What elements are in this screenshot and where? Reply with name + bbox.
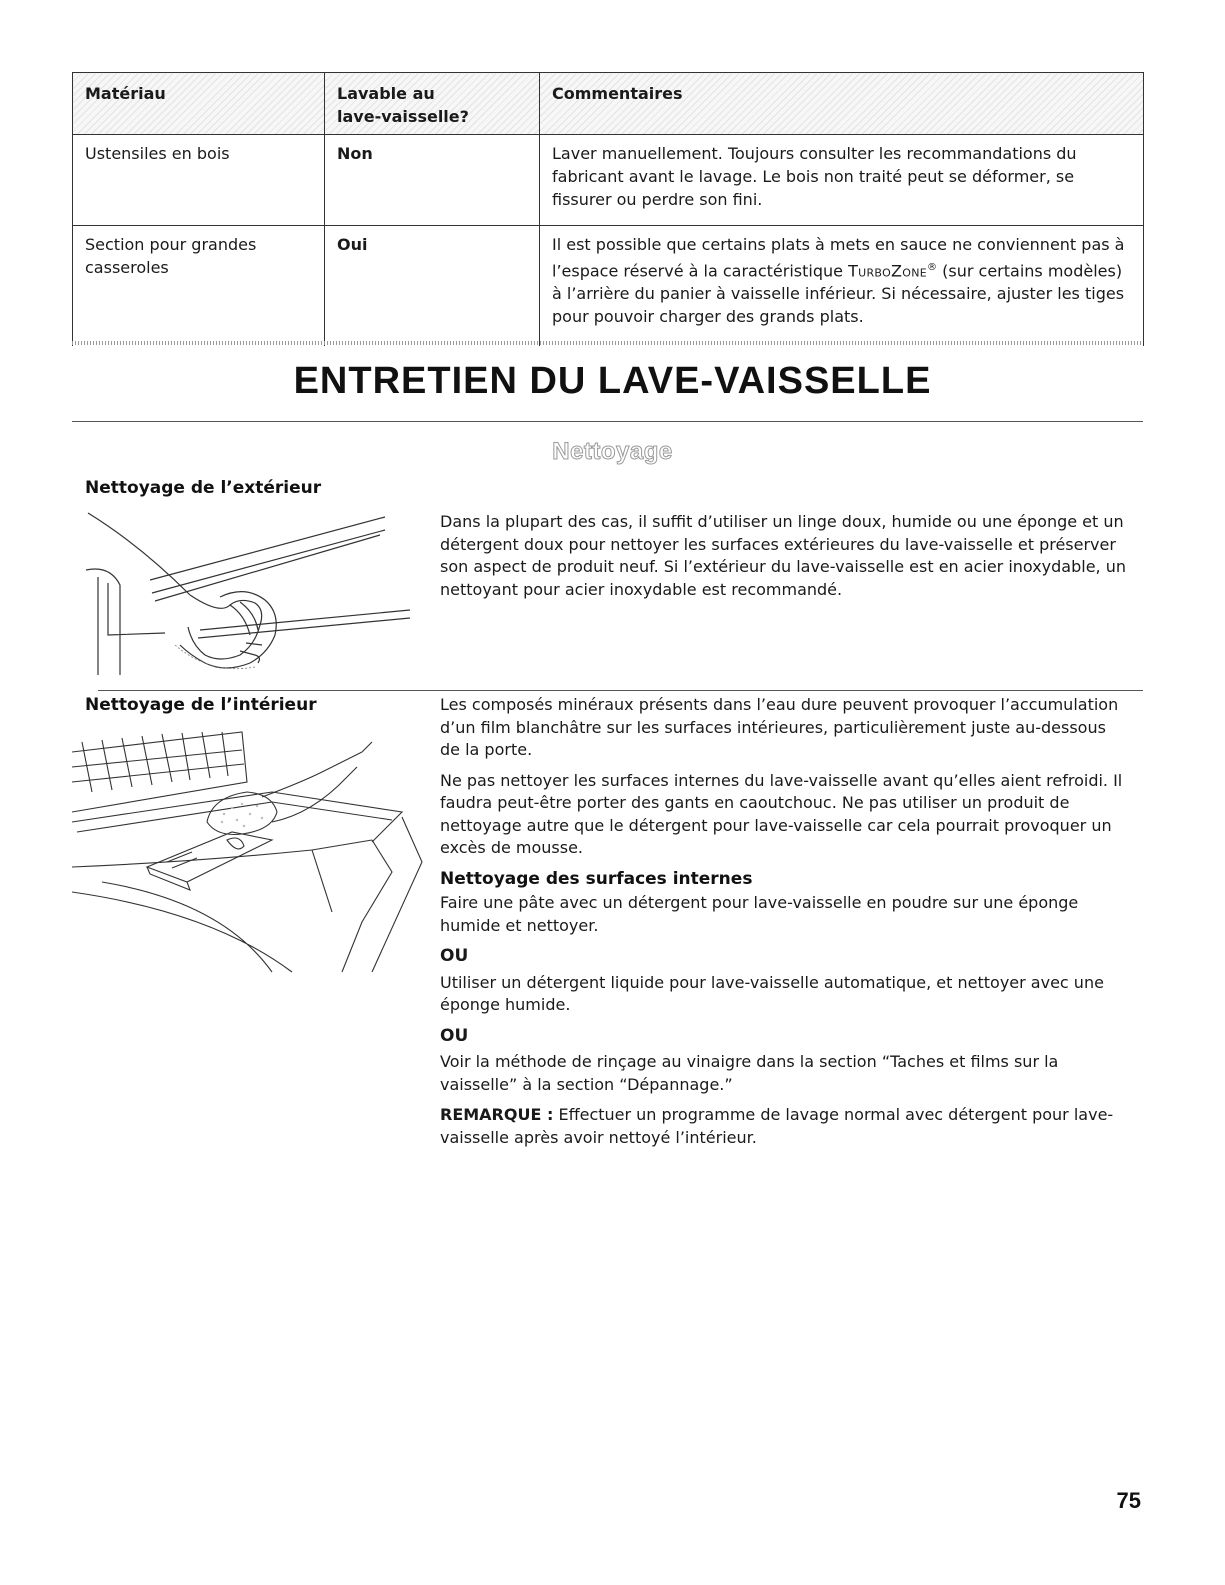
table-row [73,135,1144,226]
interior-paragraph-2: Ne pas nettoyer les surfaces internes du lave-vaisselle avant qu’elles aient refroidi. Il faudra peut-être porter des gants en caoutchouc. Ne pas utiliser un produit de nettoyage autre que le détergent pour lave-vaisselle car cela pourrait provoquer un excès de mousse. [440,770,1123,857]
cell-comments: Laver manuellement. Toujours consulter les recommandations du fabricant avant le lavage. Le bois non traité peut se déformer, se fissurer ou perdre son fini. [540,135,1144,226]
page-title: ENTRETIEN DU LAVE-VAISSELLE [293,360,932,402]
comments-text-start: Il est possible que certains plats à mets en sauce ne conviennent pas à l’espace réservé à la caractéristique [552,235,1125,281]
cell-material: Section pour grandes casseroles [73,226,325,347]
header-comments: Commentaires [540,73,1144,135]
title-rule [72,421,1143,422]
interior-rule [98,690,1143,691]
page-number: 75 [1116,1488,1141,1513]
cell-material: Ustensiles en bois [73,135,325,226]
interior-text [440,694,1130,1157]
method-2: Utiliser un détergent liquide pour lave-vaisselle automatique, et nettoyer avec une éponge humide. [440,972,1104,1014]
cell-washable: Non [325,135,540,226]
exterior-heading: Nettoyage de l’extérieur [85,478,322,498]
exterior-paragraph: Dans la plupart des cas, il suffit d’utiliser un linge doux, humide ou une éponge et un détergent doux pour nettoyer les surfaces extérieures du lave-vaisselle et préserver son aspect de produit neuf. Si l’extérieur du lave-vaisselle est en acier inoxydable, un nettoyant pour acier inoxydable est recommandé. [440,512,1126,599]
or-label-2: OU [440,1025,469,1046]
exterior-cleaning-illustration [80,505,420,685]
dotted-separator [72,341,1143,345]
header-washable: Lavable au lave-vaisselle? [325,73,540,135]
method-1: Faire une pâte avec un détergent pour lave-vaisselle en poudre sur une éponge humide et nettoyer. [440,893,1079,935]
section-heading: Nettoyage [552,438,673,465]
table-header-row [73,73,1144,135]
interior-cleaning-illustration [72,722,432,982]
comments-text-end: (sur certains modèles) à l’arrière du panier à vaisselle inférieur. Si nécessaire, ajuster les tiges pour pouvoir charger des grands plats. [552,261,1125,327]
registered-mark: ® [927,262,938,273]
header-material: Matériau [73,73,325,135]
method-3: Voir la méthode de rinçage au vinaigre dans la section “Taches et films sur la vaisselle” à la section “Dépannage.” [440,1052,1059,1094]
note-label: REMARQUE : [440,1105,554,1124]
cell-comments [540,226,1144,347]
exterior-text [440,511,1130,609]
turbozone-brand: TurboZone [848,261,928,281]
cell-washable: Oui [325,226,540,347]
interior-heading: Nettoyage de l’intérieur [85,695,317,715]
internal-surfaces-heading: Nettoyage des surfaces internes [440,868,753,889]
interior-paragraph-1: Les composés minéraux présents dans l’eau dure peuvent provoquer l’accumulation d’un film blanchâtre sur les surfaces intérieures, particulièrement juste au-dessous de la porte. [440,695,1119,759]
note-text: Effectuer un programme de lavage normal avec détergent pour lave-vaisselle après avoir nettoyé l’intérieur. [440,1105,1114,1147]
table-row [73,226,1144,347]
materials-table [72,72,1144,346]
or-label-1: OU [440,946,469,966]
note [440,1104,1130,1149]
